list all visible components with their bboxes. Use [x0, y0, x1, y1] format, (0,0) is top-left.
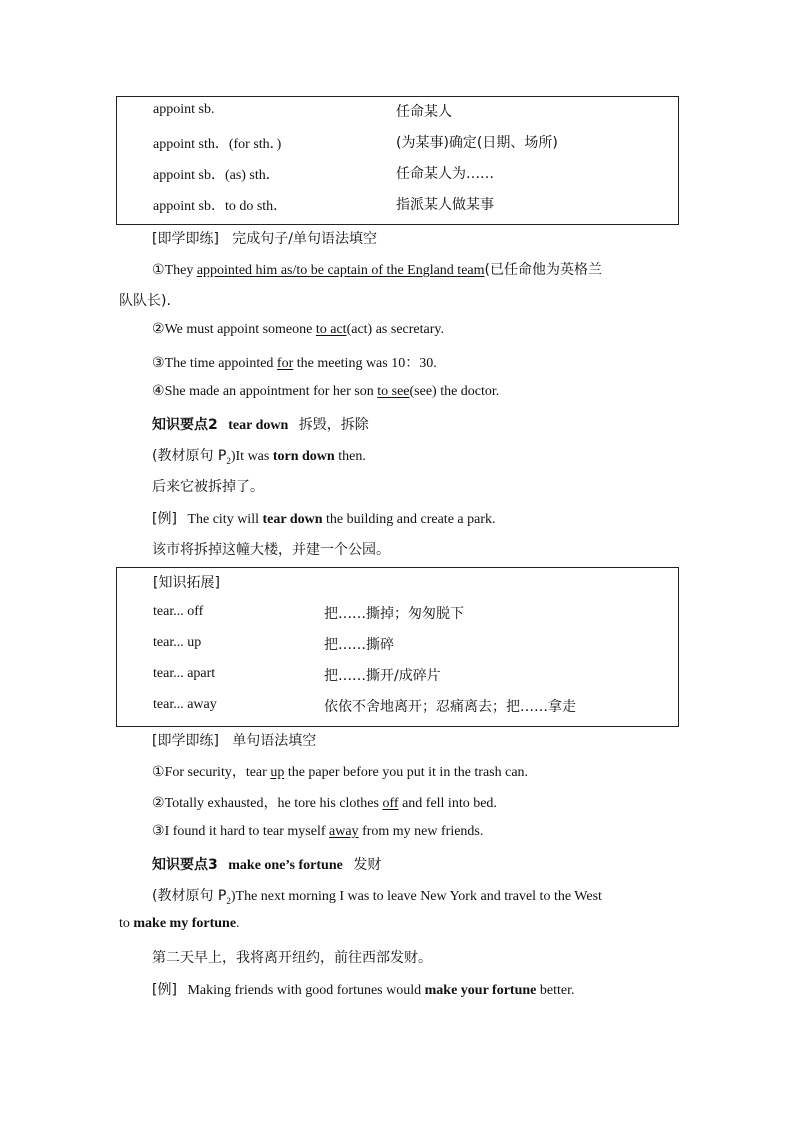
answer-text: up — [270, 765, 285, 780]
usage-en: appoint sb．(as) sth． — [153, 168, 280, 183]
answer-text: appointed him as/to be captain of the England team — [196, 263, 485, 278]
tear-expansion-box — [116, 567, 679, 727]
usage-zh: 依依不舍地离开；忍痛离去；把……拿走 — [324, 699, 576, 715]
source-sentence-wrap: to make my fortune. — [119, 916, 240, 931]
box-title: [知识拓展] — [153, 575, 220, 591]
usage-en: tear... off — [153, 604, 204, 619]
example-translation: 该市将拆掉这幢大楼，并建一个公园。 — [152, 542, 390, 558]
usage-en: appoint sb．to do sth． — [153, 199, 288, 214]
exercise-item: ④She made an appointment for her son to see(see) the doctor. — [152, 383, 500, 399]
usage-zh: 任命某人为…… — [396, 166, 494, 182]
knowledge-point-heading: 知识要点3 make one’s fortune 发财 — [152, 857, 382, 873]
usage-zh: (为某事)确定(日期、场所) — [396, 135, 558, 151]
exercise-item: ②We must appoint someone to act(act) as secretary. — [152, 321, 444, 337]
usage-en: tear... away — [153, 697, 217, 712]
usage-zh: 把……撕开/成碎片 — [324, 668, 441, 684]
knowledge-point-heading: 知识要点2 tear down 拆毁，拆除 — [152, 417, 369, 433]
appoint-usage-box — [116, 96, 679, 225]
usage-en: appoint sb. — [153, 102, 215, 117]
answer-text: to act — [315, 322, 347, 337]
usage-zh: 把……撕掉；匆匆脱下 — [324, 606, 464, 622]
exercise-item: ①They appointed him as/to be captain of the England team(已任命他为英格兰 — [152, 262, 602, 278]
usage-zh: 任命某人 — [396, 104, 452, 120]
usage-en: tear... up — [153, 635, 202, 650]
answer-text: off — [382, 796, 399, 811]
answer-text: to see — [377, 384, 410, 399]
source-translation: 后来它被拆掉了。 — [152, 479, 264, 495]
answer-text: away — [329, 824, 359, 839]
usage-en: appoint sth．(for sth．) — [153, 137, 282, 152]
exercise-item: ①For security，tear up the paper before you put it in the trash can. — [152, 764, 529, 780]
source-sentence: (教材原句 $P_2)The$ next morning I was to leave New York and travel to the West — [152, 888, 602, 906]
practice-heading: [即学即练] 完成句子/单句语法填空 — [152, 231, 378, 247]
source-sentence: (教材原句 $P_2)It$ was torn down then. — [152, 448, 366, 466]
answer-text: for — [276, 356, 294, 371]
usage-zh: 把……撕碎 — [324, 637, 394, 653]
exercise-item: ③I found it hard to tear myself away from my new friends. — [152, 823, 484, 839]
example-sentence: [例] Making friends with good fortunes would make your fortune better. — [152, 982, 575, 998]
exercise-item: ②Totally exhausted，he tore his clothes off and fell into bed. — [152, 795, 497, 811]
exercise-item: ③The time appointed for the meeting was 10：30. — [152, 355, 437, 371]
usage-zh: 指派某人做某事 — [396, 197, 494, 213]
exercise-item-wrap: 队队长). — [119, 293, 171, 309]
example-sentence: [例] The city will tear down the building and create a park. — [152, 511, 496, 527]
source-translation: 第二天早上，我将离开纽约，前往西部发财。 — [152, 950, 432, 966]
usage-en: tear... apart — [153, 666, 216, 681]
practice-heading: [即学即练] 单句语法填空 — [152, 733, 317, 749]
